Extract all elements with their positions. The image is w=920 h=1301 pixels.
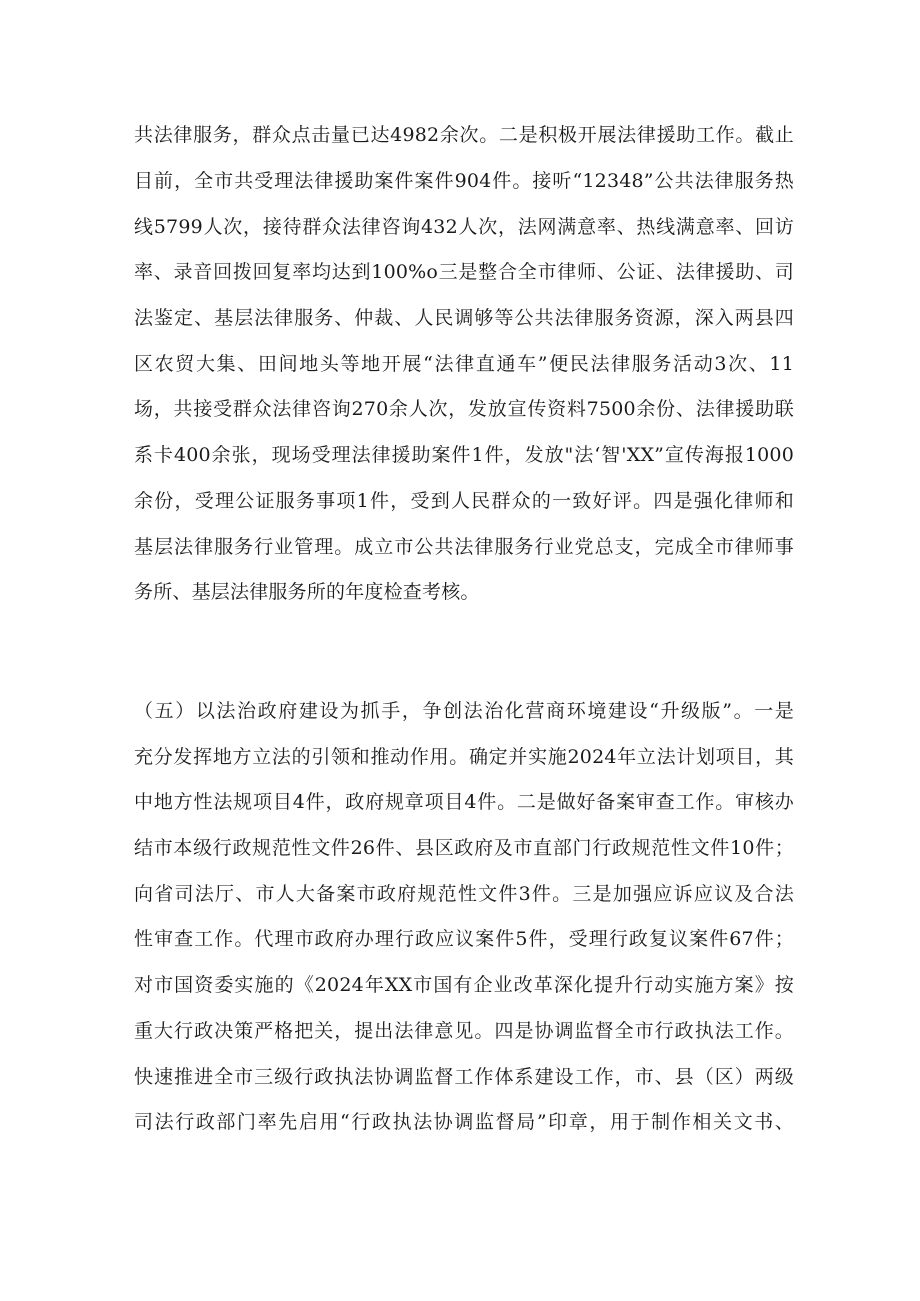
text-line: 充分发挥地方立法的引领和推动作用。确定并实施2024年立法计划项目，其 (134, 746, 794, 768)
text-line: 中地方性法规项目4件，政府规章项目4件。二是做好备案审查工作。审核办 (134, 791, 794, 813)
text-line: 结市本级行政规范性文件26件、县区政府及市直部门行政规范性文件10件； (134, 837, 794, 859)
text-line: 法鉴定、基层法律服务、仲裁、人民调够等公共法律服务资源，深入两县四 (134, 307, 794, 329)
text-line: 基层法律服务行业管理。成立市公共法律服务行业党总支，完成全市律师事 (134, 536, 794, 558)
text-line: 率、录音回拨回复率均达到100%o三是整合全市律师、公证、法律援助、司 (134, 261, 794, 283)
text-line: 对市国资委实施的《2024年XX市国有企业改革深化提升行动实施方案》按 (134, 974, 794, 996)
text-line: 线5799人次，接待群众法律咨询432人次，法网满意率、热线满意率、回访 (134, 216, 794, 238)
text-line: 目前，全市共受理法律援助案件案件904件。接听“12348”公共法律服务热 (134, 170, 794, 192)
text-line: 快速推进全市三级行政执法协调监督工作体系建设工作，市、县（区）两级 (134, 1066, 794, 1088)
text-line: 向省司法厅、市人大备案市政府规范性文件3件。三是加强应诉应议及合法 (134, 883, 794, 905)
text-line: 系卡400余张，现场受理法律援助案件1件，发放"法‘智'XX”宣传海报1000 (134, 444, 794, 466)
section-heading-line: （五）以法治政府建设为抓手，争创法治化营商环境建设“升级版”。一是 (134, 700, 794, 722)
text-line: 区农贸大集、田间地头等地开展“法律直通车”便民法律服务活动3次、11 (134, 353, 794, 375)
text-line: 余份，受理公证服务事项1件，受到人民群众的一致好评。四是强化律师和 (134, 490, 794, 512)
text-line: 重大行政决策严格把关，提出法律意见。四是协调监督全市行政执法工作。 (134, 1020, 794, 1042)
text-line: 务所、基层法律服务所的年度检查考核。 (134, 581, 480, 603)
text-line: 场，共接受群众法律咨询270余人次，发放宣传资料7500余份、法律援助联 (134, 398, 794, 420)
text-line: 共法律服务，群众点击量已达4982余次。二是积极开展法律援助工作。截止 (134, 124, 794, 146)
text-line: 性审查工作。代理市政府办理行政应议案件5件，受理行政复议案件67件； (134, 928, 794, 950)
text-line: 司法行政部门率先启用“行政执法协调监督局”印章，用于制作相关文书、 (134, 1111, 794, 1133)
